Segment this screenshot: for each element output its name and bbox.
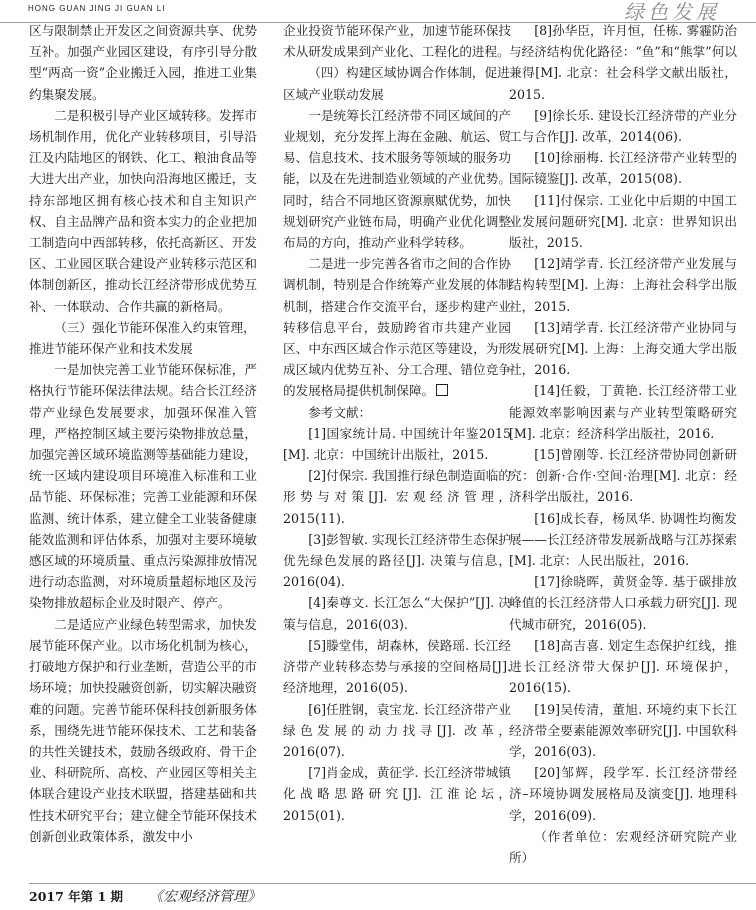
reference-item: [14]任毅，丁黄艳. 长江经济带工业能源效率影响因素与产业转型策略研究[M]. 北京：经济科学出版社，2016.	[509, 383, 737, 441]
text-column-2	[283, 20, 511, 826]
reference-item: [8]孙华臣，许月恒，任栋. 雾霾防治与经济结构优化路径：“鱼”和“熊掌”何以兼得[M]. 北京：社会科学文献出版社，2015.	[509, 23, 737, 102]
author-affiliation: （作者单位：宏观经济研究院产业所）	[509, 828, 737, 865]
section-title: 绿色发展	[624, 0, 720, 24]
reference-item: [15]曾刚等. 长江经济带协同创新研究：创新·合作·空间·治理[M]. 北京：经济科学出版社，2016.	[509, 447, 737, 505]
reference-item: [3]彭智敏. 实现长江经济带生态保护优先绿色发展的路径[J]. 决策与信息，2016(04).	[283, 531, 511, 590]
reference-item: [7]肖金成，黄征学. 长江经济带城镇化战略思路研究[J]. 江淮论坛，2015(01).	[283, 765, 511, 823]
reference-item: [10]徐丽梅. 长江经济带产业转型的国际镜鉴[J]. 改革，2015(08).	[509, 150, 737, 187]
reference-item: [16]成长春，杨凤华. 协调性均衡发展——长江经济带发展新战略与江苏探索 [M]. 北京：人民出版社，2016.	[509, 510, 737, 569]
paragraph-text: 二是进一步完善各省市之间的合作协调机制，特别是合作统筹产业发展的体制机制，搭建合作交流平台，逐步构建产业转移信息平台，鼓励跨省市共建产业园区、中东西区域合作示范区等建设，为形成区域内优势互补、分工合理、错位竞争的发展格局提供机制保障。	[283, 256, 511, 399]
references-heading: 参考文献：	[308, 404, 372, 420]
reference-item: [1]国家统计局. 中国统计年鉴2015 [M]. 北京：中国统计出版社，2015.	[283, 425, 511, 463]
reference-item: [20]邹辉，段学军. 长江经济带经济–环境协调发展格局及演变[J]. 地理科学，2016(09).	[509, 765, 737, 823]
paragraph	[283, 253, 511, 401]
paragraph: 一是统筹长江经济带不同区域间的产业规划，充分发挥上海在金融、航运、贸易、信息技术、技术服务等领域的服务功能，以及在先进制造业领域的产业优势。同时，结合不同地区资源禀赋优势，加快规划研究产业链布局，明确产业优化调整布局的方向，推动产业科学转移。	[283, 107, 511, 251]
paragraph: 二是积极引导产业区域转移。发挥市场机制作用，优化产业转移项目，引导沿江及内陆地区的钢铁、化工、粮油食品等大进大出产业，加快向沿海地区搬迁，支持东部地区拥有核心技术和自主知识产权、自主品牌产品和资本实力的企业把加工制造向中西部转移，依托高新区、开发区、工业园区联合建设产业转移示范区和体制创新区，推动长江经济带形成优势互补、一体联动、合作共赢的新格局。	[29, 107, 257, 314]
section-heading: （三）强化节能环保准入约束管理，推进节能环保产业和技术发展	[29, 319, 256, 357]
issue-number: 2017 年第 1 期	[29, 889, 124, 904]
text-column-3	[509, 20, 737, 868]
paragraph: 二是适应产业绿色转型需求，加快发展节能环保产业。以市场化机制为核心，打破地方保护和行业垄断，营造公平的市场环境；加快投融资创新，切实解决融资难的问题。完善节能环保科技创新服务体系，围绕先进节能环保技术、工艺和装备的共性关键技术，鼓励各级政府、骨干企业、科研院所、高校、产业园区等相关主体联合建设产业技术联盟，搭建基础和共性技术研究平台；建立健全节能环保技术创新创业政策体系，激发中小	[29, 616, 257, 844]
reference-item: [18]高吉喜. 划定生态保护红线，推进长江经济带大保护[J]. 环境保护，2016(15).	[509, 637, 737, 696]
reference-item: [19]吴传清，董旭. 环境约束下长江经济带全要素能源效率研究[J]. 中国软科学，2016(03).	[509, 701, 737, 759]
reference-item: [2]付保宗. 我国推行绿色制造面临的形势与对策[J]. 宏观经济管理，2015(11).	[283, 468, 511, 526]
reference-item: [11]付保宗. 工业化中后期的中国工业发展问题研究[M]. 北京：世界知识出版社，2015.	[509, 192, 737, 251]
section-heading: （四）构建区域协调合作体制，促进区域产业联动发展	[283, 65, 510, 102]
reference-item: [5]滕堂伟，胡森林，侯路瑶. 长江经济带产业转移态势与承接的空间格局[J]. 经济地理，2016(05).	[283, 637, 511, 696]
paragraph: 企业投资节能环保产业，加速节能环保技术从研发成果到产业化、工程化的进程。	[283, 23, 511, 60]
page-footer	[29, 883, 756, 910]
reference-item: [13]靖学青. 长江经济带产业协同与发展研究[M]. 上海：上海交通大学出版社，2016.	[509, 319, 737, 378]
reference-item: [6]任胜钢，袁宝龙. 长江经济带产业绿色发展的动力找寻[J]. 改革，2016(07).	[283, 701, 511, 759]
journal-title: 《宏观经济管理》	[149, 889, 261, 905]
text-column-1	[29, 20, 257, 847]
reference-item: [12]靖学青. 长江经济带产业发展与结构转型[M]. 上海：上海社会科学出版社，2015.	[509, 256, 737, 314]
reference-item: [17]徐晓晖，黄贤金等. 基于碳排放峰值的长江经济带人口承载力研究[J]. 现代城市研究，2016(05).	[509, 574, 737, 632]
paragraph: 一是加快完善工业节能环保标准，严格执行节能环保法律法规。结合长江经济带产业绿色发展要求，加强环保准入管理，严格控制区域主要污染物排放总量，加强完善区域环境监测等基础能力建设，统一区域内建设项目环境准入标准和工业品节能、环保标准；完善工业能源和环保监测、统计体系，建立健全工业装备健康能效监测和评估体系，加强对主要环境敏感区域的环境质量、重点污染源排放情况进行动态监测，对环境质量超标地区及污染物排放超标企业及时限产、停产。	[29, 362, 257, 611]
reference-item: [9]徐长乐. 建设长江经济带的产业分工与合作[J]. 改革，2014(06).	[509, 107, 737, 145]
paragraph: 区与限制禁止开发区之间资源共享、优势互补。加强产业园区建设，有序引导分散型“两高一资”企业搬迁入园，推进工业集约集聚发展。	[29, 23, 257, 102]
reference-item: [4]秦尊文. 长江怎么“大保护”[J]. 决策与信息，2016(03).	[283, 595, 511, 632]
journal-pinyin-running-head: HONG GUAN JING JI GUAN LI	[28, 4, 166, 13]
end-mark-icon	[436, 384, 448, 396]
